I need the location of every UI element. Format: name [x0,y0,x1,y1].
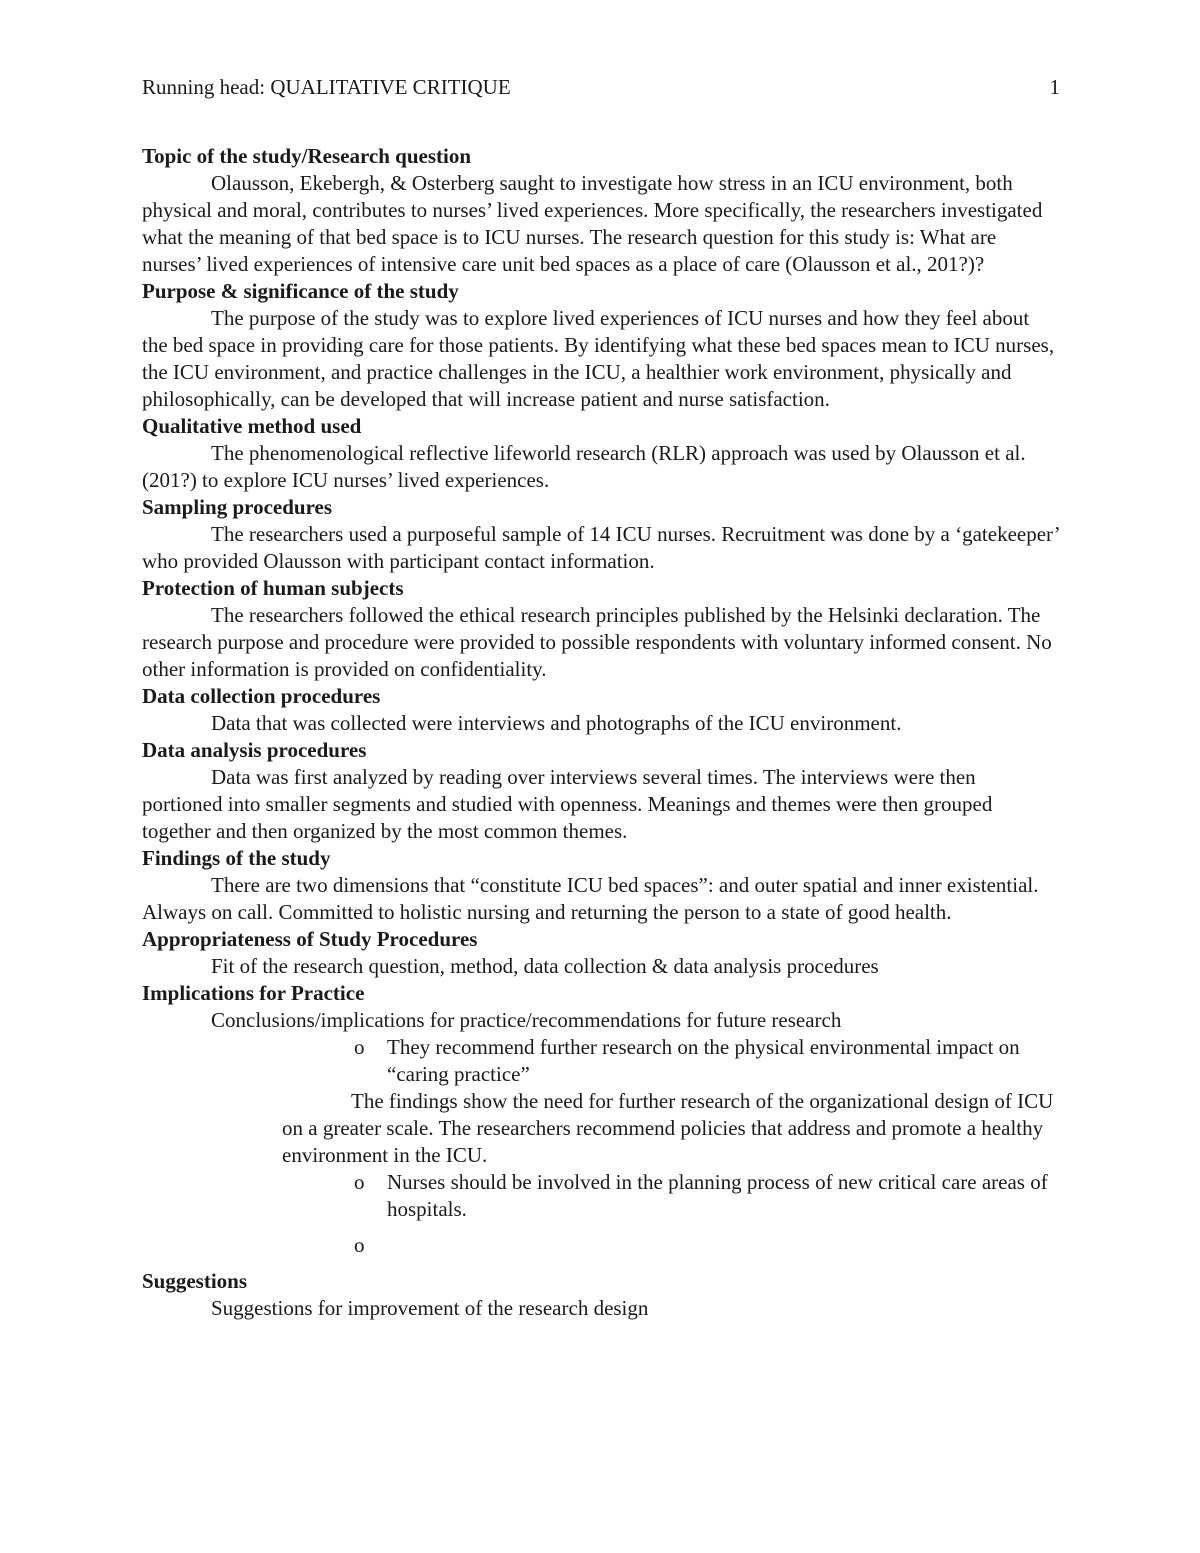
page-number: 1 [1049,75,1060,99]
bullet-text [387,1233,392,1257]
section-heading-implications: Implications for Practice [142,981,365,1005]
bullet-marker: o [354,1233,365,1257]
section-body-method: The phenomenological reflective lifeworld research (RLR) approach was used by Olausson et al. (201?) to explore ICU nurses’ lived experiences. [142,441,1026,492]
section-body-collection: Data that was collected were interviews and photographs of the ICU environment. [211,711,902,735]
section-body-analysis: Data was first analyzed by reading over interviews several times. The interviews were then portioned into smaller segments and studied with openness. Meanings and themes were then grouped together and then organized by the most common themes. [142,765,993,843]
section-body-protection: The researchers followed the ethical research principles published by the Helsinki declaration. The research purpose and procedure were provided to possible respondents with voluntary informed consent. No other information is provided on confidentiality. [142,603,1052,681]
section-heading-sampling: Sampling procedures [142,495,333,519]
section-heading-analysis: Data analysis procedures [142,738,367,762]
section-body-implications: Conclusions/implications for practice/recommendations for future research [211,1008,842,1032]
document-body [142,143,1060,1322]
bullet-marker: o [354,1035,365,1059]
bullet-marker: o [354,1170,365,1194]
section-heading-topic: Topic of the study/Research question [142,144,472,168]
list-item-empty [142,1232,1060,1259]
section-heading-suggestions: Suggestions [142,1269,248,1293]
section-heading-collection: Data collection procedures [142,684,381,708]
list-item [142,1169,1060,1223]
section-body-sampling: The researchers used a purposeful sample of 14 ICU nurses. Recruitment was done by a ‘gatekeeper’ who provided Olausson with participant contact information. [142,522,1060,573]
implications-sub-paragraph: The findings show the need for further research of the organizational design of ICU on a greater scale. The researchers recommend policies that address and promote a healthy environment in the ICU. [282,1089,1054,1167]
implications-bullet-list-2 [142,1169,1060,1259]
bullet-text: They recommend further research on the physical environmental impact on “caring practice” [387,1035,1020,1086]
section-heading-protection: Protection of human subjects [142,576,404,600]
section-body-suggestions: Suggestions for improvement of the research design [211,1296,649,1320]
section-body-topic: Olausson, Ekebergh, & Osterberg saught to investigate how stress in an ICU environment, both physical and moral, contributes to nurses’ lived experiences. More specifically, the researchers investigated what the meaning of that bed space is to ICU nurses. The research question for this study is: What are nurses’ lived experiences of intensive care unit bed spaces as a place of care (Olausson et al., 201?)? [142,171,1043,276]
section-heading-purpose: Purpose & significance of the study [142,279,459,303]
list-item [142,1034,1060,1088]
implications-bullet-list [142,1034,1060,1088]
section-body-purpose: The purpose of the study was to explore lived experiences of ICU nurses and how they feel about the bed space in providing care for those patients. By identifying what these bed spaces mean to ICU nurses, the ICU environment, and practice challenges in the ICU, a healthier work environment, physically and philosophically, can be developed that will increase patient and nurse satisfaction. [142,306,1055,411]
section-heading-findings: Findings of the study [142,846,331,870]
section-heading-appropriateness: Appropriateness of Study Procedures [142,927,478,951]
section-body-appropriateness: Fit of the research question, method, data collection & data analysis procedures [211,954,879,978]
running-head: Running head: QUALITATIVE CRITIQUE [142,75,511,99]
bullet-text: Nurses should be involved in the planning process of new critical care areas of hospitals. [387,1170,1048,1221]
section-body-findings: There are two dimensions that “constitute ICU bed spaces”: and outer spatial and inner existential. Always on call. Committed to holistic nursing and returning the person to a state of good health. [142,873,1039,924]
section-heading-method: Qualitative method used [142,414,362,438]
